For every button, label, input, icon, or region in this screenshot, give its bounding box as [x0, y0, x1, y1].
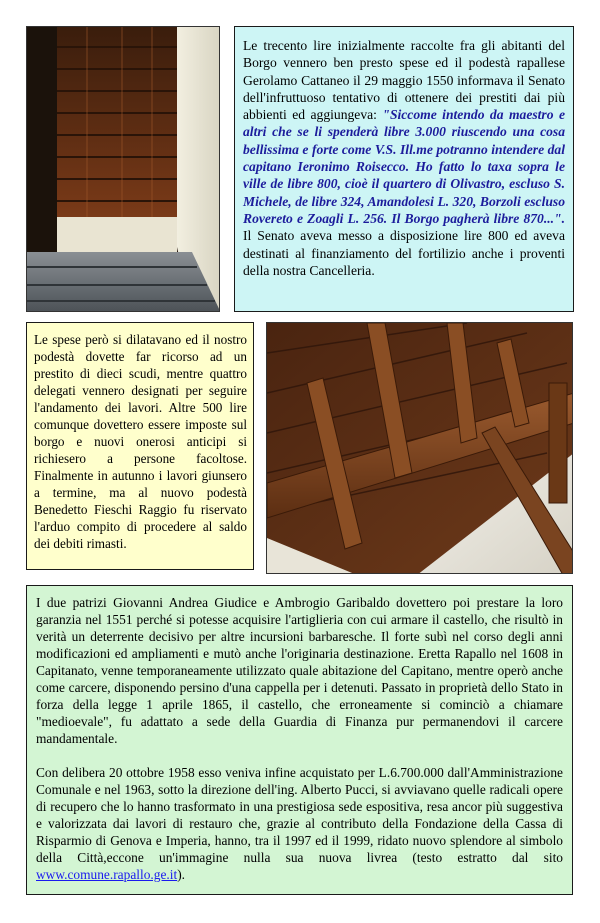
source-website-link[interactable]: www.comune.rapallo.ge.it — [36, 867, 178, 882]
top-box-quote: "Siccome intendo da maestro e altri che se li spenderà libre 3.000 riuscendo una cosa bellissima e forte come V.S. Ill.me potranno intendere dal capitano Ieronimo Roisecco. Ho fatto lo taxa sopra le ville de libre 800, cioè il quartero di Olivastro, escluso S. Michele, de libre 324, Amandolesi L. 320, Borzoli escluso Rovereto e Zoagli L. 256. Il Borgo pagherà libre 870...". — [243, 107, 565, 226]
bottom-box-paragraph-1: I due patrizi Giovanni Andrea Giudice e Ambrogio Garibaldo dovettero poi prestare la loro garanzia nel 1551 perché si potesse acquisire l'artiglieria con cui armare il castello, che risultò in verità un deterrente decisivo per altre incursioni barbaresche. Il forte subì nel corso degli anni modificazioni ed ampliamenti e mutò anche l'originaria destinazione. Eretta Rapallo nel 1608 in Capitanato, venne temporaneamente utilizzato quale abitazione del Capitano, mentre operò anche come carcere, disponendo persino d'una cappella per i detenuti. Passato in proprietà dello Stato in forza della legge 1 aprile 1865, il castello, che erroneamente si cominciò a chiamare "medioevale", fu adattato a sede della Guardia di Finanza pur permanendovi il carcere mandamentale. — [36, 595, 563, 746]
middle-box-paragraph: Le spese però si dilatavano ed il nostro podestà dovette far ricorso ad un prestito di dieci scudi, mentre quattro delegati vennero designati per seguire l'andamento dei lavori. Altre 500 lire comunque dovettero essere imposte sul borgo e nuovi onerosi anticipi si richiesero a persone facoltose. Finalmente in autunno i lavori giunsero a termine, ma al nuovo podestà Benedetto Fieschi Raggio fu riservato l'arduo compito di procedere al saldo dei debiti rimasti. — [34, 332, 247, 551]
bottom-box-paragraph-2 — [36, 764, 563, 883]
staircase-ceiling-photo — [26, 26, 220, 312]
top-box-conclusion: Il Senato aveva messo a disposizione lire 800 ed aveva destinati al finanziamento del fortilizio anche i proventi della nostra Cancelleria. — [243, 228, 565, 278]
bottom-text-box — [26, 585, 573, 895]
bottom-box-paragraph-2-end: ). — [177, 867, 185, 882]
wooden-beams-photo — [266, 322, 573, 574]
top-box-paragraph — [243, 37, 565, 279]
top-box-intro: Le trecento lire inizialmente raccolte fra gli abitanti del Borgo vennero ben presto spese ed il podestà rapallese Gerolamo Cattaneo il 29 maggio 1550 informava il Senato dell'infruttuoso tentativo di ottenere dei prestiti dai più abbienti ed aggiungeva: — [243, 38, 565, 123]
wooden-beams-image — [267, 323, 573, 574]
middle-text-box — [26, 322, 254, 570]
bottom-box-paragraph-2-text: Con delibera 20 ottobre 1958 esso veniva infine acquistato per L.6.700.000 dall'Amministrazione Comunale e nel 1963, sotto la direzione dell'ing. Alberto Pucci, si avviavano quelle radicali opere di recupero che lo hanno trasformato in una prestigiosa sede espositiva, resa ancor più suggestiva e valorizzata dai lavori di restauro che, grazie al contributo della Fondazione della Cassa di Risparmio di Genova e Imperia, hanno, tra il 1997 ed il 1999, ridato nuovo splendore al simbolo della Città,eccone un'immagine nulla sua nuova livrea (testo estratto dal sito — [36, 765, 563, 865]
top-text-box — [234, 26, 574, 312]
staircase-ceiling-image — [27, 27, 220, 312]
